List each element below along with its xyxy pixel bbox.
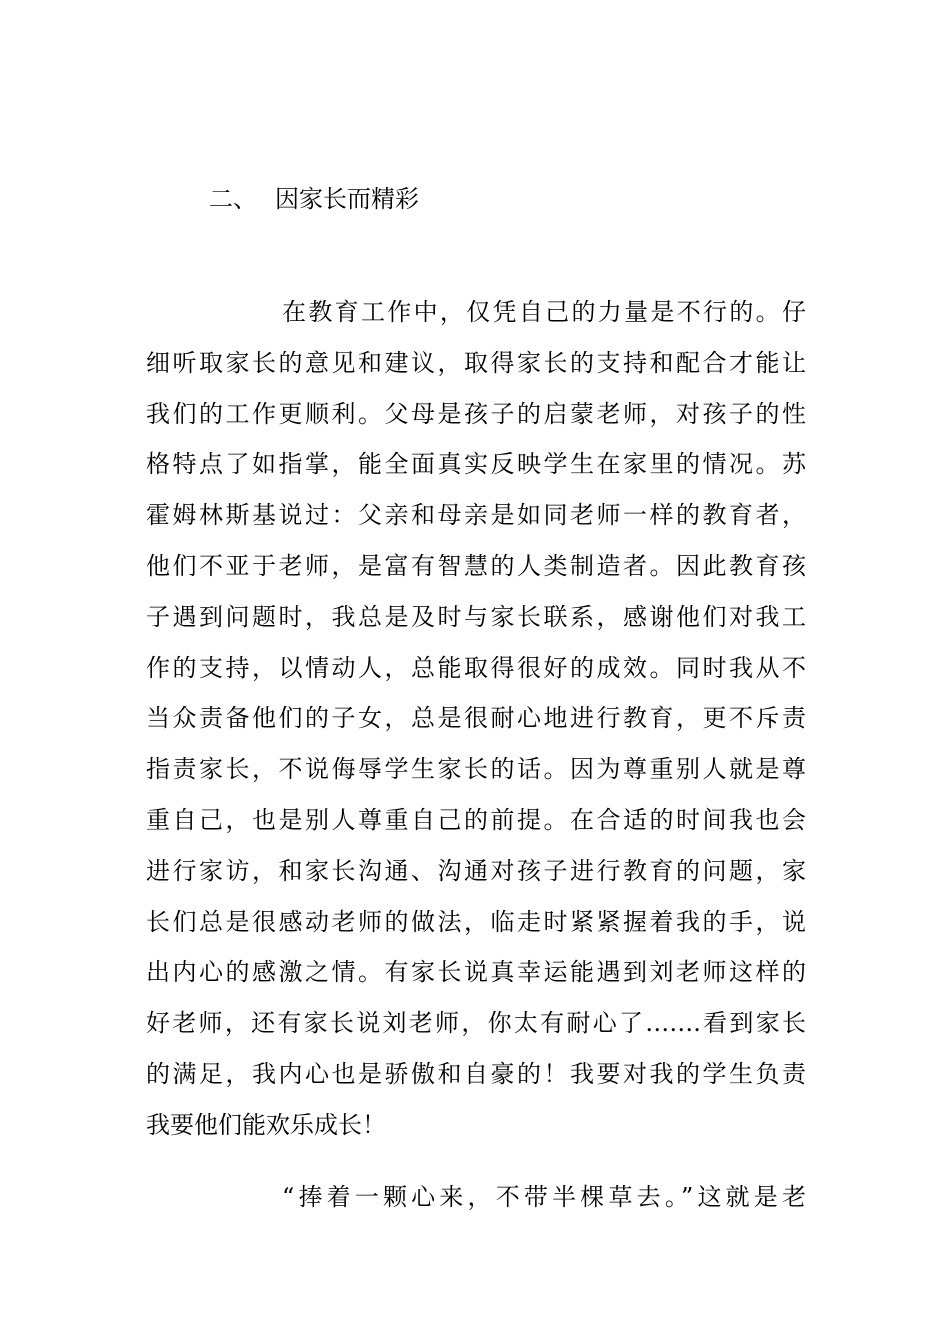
paragraph-2 [146,1172,806,1223]
paragraph-line: “捧着一颗心来，不带半棵草去。”这就是老 [282,1183,806,1211]
paragraph-line: 细听取家长的意见和建议，取得家长的支持和配合才能让 [146,348,806,377]
paragraph-line: 指责家长，不说侮辱学生家长的话。因为尊重别人就是尊 [146,755,806,784]
paragraph-line: 出内心的感激之情。有家长说真幸运能遇到刘老师这样的 [146,958,806,987]
section-title: 因家长而精彩 [275,185,419,213]
paragraph-line: 重自己，也是别人尊重自己的前提。在合适的时间我也会 [146,805,806,834]
paragraph-line: 霍姆林斯基说过：父亲和母亲是如同老师一样的教育者， [146,501,806,530]
paragraph-line: 子遇到问题时，我总是及时与家长联系，感谢他们对我工 [146,602,806,631]
paragraph-line: 好老师，还有家长说刘老师，你太有耐心了…….看到家长 [146,1009,806,1038]
section-number: 二、 [209,185,257,213]
section-heading [209,182,419,216]
paragraph-line: 格特点了如指掌，能全面真实反映学生在家里的情况。苏 [146,450,806,479]
paragraph-1 [146,287,806,1151]
paragraph-line: 在教育工作中，仅凭自己的力量是不行的。仔 [282,298,806,326]
paragraph-line: 我们的工作更顺利。父母是孩子的启蒙老师，对孩子的性 [146,399,806,428]
paragraph-line: 作的支持，以情动人，总能取得很好的成效。同时我从不 [146,653,806,682]
paragraph-line: 的满足，我内心也是骄傲和自豪的！我要对我的学生负责 [146,1059,806,1088]
paragraph-line: 我要他们能欢乐成长！ [146,1110,386,1139]
paragraph-line: 长们总是很感动老师的做法，临走时紧紧握着我的手，说 [146,907,806,936]
paragraph-line: 当众责备他们的子女，总是很耐心地进行教育，更不斥责 [146,704,806,733]
paragraph-line: 他们不亚于老师，是富有智慧的人类制造者。因此教育孩 [146,551,806,580]
paragraph-line: 进行家访，和家长沟通、沟通对孩子进行教育的问题，家 [146,856,806,885]
